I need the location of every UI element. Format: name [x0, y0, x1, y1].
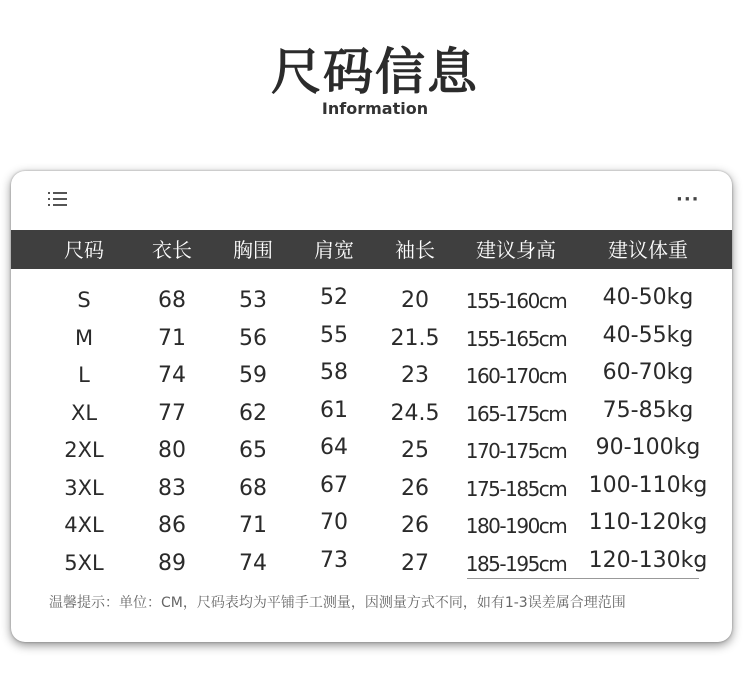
header-weight: 建议体重	[608, 238, 688, 262]
cell-shoulder: 64	[320, 435, 348, 460]
cell-sleeve: 23	[401, 363, 429, 388]
cell-sleeve: 26	[401, 475, 429, 501]
cell-size: 4XL	[64, 513, 104, 537]
cell-sleeve: 24.5	[390, 400, 440, 426]
menu-icon[interactable]	[48, 192, 68, 208]
cell-chest: 59	[239, 363, 267, 388]
cell-length: 71	[158, 325, 186, 351]
cell-weight: 110-120kg	[588, 510, 708, 535]
header-size: 尺码	[64, 238, 104, 262]
cell-length: 83	[158, 475, 186, 501]
cell-size: XL	[70, 400, 98, 425]
header-length: 衣长	[152, 238, 192, 262]
header-height: 建议身高	[476, 238, 556, 262]
cell-height: 175-185cm	[465, 476, 567, 501]
cell-sleeve: 21.5	[390, 325, 440, 351]
cell-height: 180-190cm	[465, 514, 567, 538]
cell-shoulder: 52	[320, 285, 348, 310]
cell-size: L	[78, 363, 90, 387]
cell-shoulder: 73	[320, 547, 348, 573]
cell-length: 74	[158, 363, 186, 388]
cell-size: 5XL	[64, 550, 104, 575]
page-subtitle: Information	[321, 99, 429, 118]
cell-chest: 71	[239, 513, 267, 538]
cell-length: 80	[158, 438, 186, 463]
more-icon[interactable]: ···	[676, 189, 700, 210]
cell-chest: 68	[239, 475, 267, 501]
header-sleeve: 袖长	[395, 238, 435, 262]
cell-sleeve: 27	[401, 550, 429, 576]
header-shoulder: 肩宽	[314, 238, 354, 262]
cell-size: M	[74, 325, 94, 350]
cell-weight: 90-100kg	[595, 435, 701, 460]
cell-weight: 100-110kg	[588, 472, 708, 498]
page-title: 尺码信息	[271, 43, 479, 101]
cell-length: 77	[158, 400, 186, 426]
cell-chest: 62	[239, 400, 267, 426]
cell-shoulder: 58	[320, 360, 348, 385]
cell-chest: 53	[239, 288, 267, 313]
cell-height: 170-175cm	[465, 439, 567, 463]
cell-weight: 60-70kg	[602, 360, 694, 385]
table-header	[11, 230, 732, 269]
cell-size: S	[77, 288, 91, 312]
tip-text: 温馨提示：单位：CM，尺码表均为平铺手工测量，因测量方式不同，如有1-3误差属合理范围	[49, 595, 626, 611]
cell-chest: 56	[239, 325, 267, 351]
cell-shoulder: 61	[320, 397, 348, 423]
cell-size: 3XL	[64, 475, 104, 500]
cell-sleeve: 25	[401, 438, 429, 463]
cell-height: 155-160cm	[465, 289, 567, 313]
divider	[467, 578, 699, 579]
size-chart-card	[11, 171, 732, 642]
cell-length: 89	[158, 550, 186, 576]
cell-height: 185-195cm	[465, 551, 567, 576]
cell-height: 155-165cm	[465, 326, 567, 351]
cell-chest: 74	[239, 550, 267, 576]
cell-height: 165-175cm	[465, 401, 567, 426]
cell-height: 160-170cm	[465, 364, 567, 388]
cell-length: 68	[158, 288, 186, 313]
cell-size: 2XL	[64, 438, 104, 462]
cell-sleeve: 26	[401, 513, 429, 538]
cell-weight: 75-85kg	[602, 397, 694, 423]
cell-sleeve: 20	[401, 288, 429, 313]
cell-shoulder: 70	[320, 510, 348, 535]
cell-weight: 120-130kg	[588, 547, 708, 573]
cell-weight: 40-55kg	[602, 322, 694, 348]
cell-weight: 40-50kg	[602, 285, 694, 310]
cell-length: 86	[158, 513, 186, 538]
cell-chest: 65	[239, 438, 267, 463]
header-chest: 胸围	[233, 238, 273, 262]
cell-shoulder: 55	[320, 322, 348, 348]
cell-shoulder: 67	[320, 472, 348, 498]
